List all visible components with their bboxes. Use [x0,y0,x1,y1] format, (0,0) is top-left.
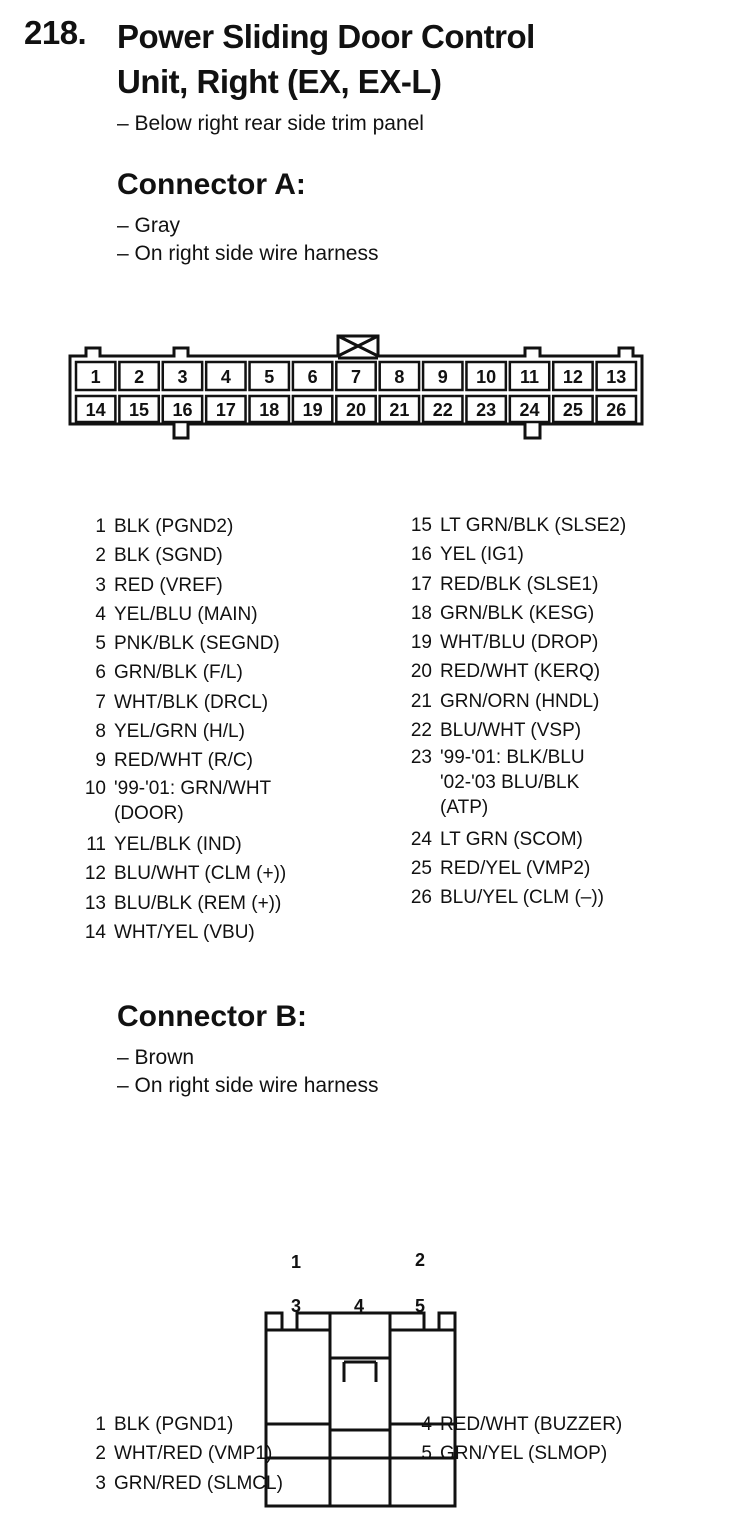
pin-number: 9 [95,750,106,772]
pin-number: 8 [95,721,106,743]
pin-wire-description: GRN/ORN (HNDL) [440,690,600,712]
pin-wire-description: '99-'01: GRN/WHT (DOOR) [114,777,272,824]
connector-b-harness-note: – On right side wire harness [117,1074,379,1097]
pin-wire-description: GRN/BLK (KESG) [440,602,595,624]
pin-wire-description: BLU/WHT (CLM (+)) [114,863,287,885]
connector-a-pin-number: 25 [562,400,583,420]
connector-a-harness-note: – On right side wire harness [117,242,379,265]
pin-number: 4 [421,1414,432,1435]
pin-number: 10 [84,777,106,799]
connector-a-pin-number: 15 [129,400,150,420]
connector-a-pin-number: 16 [172,400,193,420]
connector-a-pin-number: 8 [394,367,405,387]
connector-a-pin-number: 3 [177,367,188,387]
connector-a-pin-number: 12 [562,367,583,387]
pin-number: 18 [410,602,432,624]
pin-number: 5 [421,1443,432,1465]
pin-number: 22 [410,720,432,742]
pin-wire-description: RED/YEL (VMP2) [440,857,591,879]
pin-number: 7 [95,691,106,713]
connector-a-pin-number: 14 [85,400,106,420]
connector-b-key [344,1362,376,1382]
pin-list-item [80,1410,283,1439]
connector-a-pin-number: 1 [90,367,101,387]
pin-wire-description: LT GRN (SCOM) [440,828,583,850]
pin-number: 3 [95,1472,106,1494]
connector-b-pin-number: 2 [414,1250,426,1270]
connector-a-pin-number: 6 [307,367,318,387]
location-note: – Below right rear side trim panel [117,112,424,135]
connector-b-heading: Connector B: [117,1000,307,1033]
pin-wire-description: WHT/BLK (DRCL) [114,691,269,713]
connector-a-pin-number: 4 [220,367,231,387]
connector-b-pin-number: 4 [353,1296,365,1316]
pin-wire-description: YEL/BLU (MAIN) [114,603,258,625]
pin-list-item [406,1439,622,1468]
pin-number: 20 [410,661,432,683]
pin-number: 19 [410,632,432,654]
pin-number: 17 [410,573,432,595]
pin-wire-description: RED/WHT (BUZZER) [440,1414,623,1435]
pin-number: 15 [410,515,432,536]
connector-a-pin-number: 23 [476,400,497,420]
connector-a-color-note: – Gray [117,214,181,237]
pin-wire-description: BLK (PGND1) [114,1414,234,1435]
pin-wire-description: GRN/BLK (F/L) [114,662,243,684]
pin-list-item [80,1469,283,1498]
pin-number: 16 [410,544,432,566]
pin-wire-description: WHT/YEL (VBU) [114,921,255,943]
pin-number: 5 [95,633,106,655]
pin-wire-description: RED/WHT (KERQ) [440,661,601,683]
title-line-1: Power Sliding Door Control [117,18,535,55]
pin-number: 2 [95,1443,106,1465]
connector-a-pin-number: 22 [432,400,453,420]
pin-wire-description: BLU/YEL (CLM (–)) [440,887,604,909]
pin-number: 24 [410,828,432,850]
pin-number: 13 [84,892,106,914]
pin-wire-description: GRN/YEL (SLMOP) [440,1443,608,1465]
connector-a-pin-number: 11 [520,367,540,387]
pin-wire-description: RED (VREF) [114,574,223,596]
pin-list-item [406,1410,622,1439]
pin-wire-description: BLK (SGND) [114,545,223,567]
pin-number: 12 [84,863,106,885]
pin-number: 25 [410,857,432,879]
pin-number: 1 [95,516,106,537]
pin-number: 4 [95,603,106,625]
pin-number: 11 [86,833,106,855]
connector-a-pin-number: 5 [264,367,275,387]
connector-a-pin-number: 21 [389,400,410,420]
connector-a-pin-number: 26 [606,400,627,420]
connector-b-color-note: – Brown [117,1046,195,1069]
connector-a-pin-number: 10 [476,367,497,387]
pin-wire-description: BLU/BLK (REM (+)) [114,892,282,914]
connector-a-pin-number: 7 [350,367,362,387]
pin-wire-description: BLU/WHT (VSP) [440,720,582,742]
pin-number: 26 [410,887,432,909]
connector-a-pin-number: 13 [606,367,627,387]
connector-b-pin-number: 5 [414,1296,426,1316]
title-line-2: Unit, Right (EX, EX-L) [117,63,442,100]
connector-a-pin-number: 17 [215,400,236,420]
connector-a-pin-number: 20 [345,400,367,420]
connector-a-pin-number: 19 [302,400,323,420]
pin-wire-description: RED/WHT (R/C) [114,750,253,772]
pin-wire-description: WHT/RED (VMP1) [114,1443,273,1465]
pin-number: 21 [410,690,432,712]
pin-number: 1 [95,1414,106,1435]
pin-list-item [80,1439,283,1468]
pin-wire-description: PNK/BLK (SEGND) [114,633,280,655]
connector-a-pin-number: 18 [259,400,280,420]
connector-a-heading: Connector A: [117,168,306,201]
connector-b-pin-list-left [80,1410,283,1498]
connector-a-pin-number: 24 [519,400,540,420]
connector-b-pin-number: 1 [290,1252,302,1272]
pin-number: 14 [84,921,106,943]
connector-b-pin-list-right [406,1410,622,1469]
pin-number: 2 [95,545,106,567]
pin-number: 6 [95,662,106,684]
connector-b-pin-number: 3 [290,1296,302,1316]
connector-a-pin-number: 2 [134,367,145,387]
pin-wire-description: YEL/GRN (H/L) [114,721,245,743]
pin-number: 23 [410,747,432,769]
connector-a-pin-number: 9 [437,367,448,387]
pin-wire-description: YEL (IG1) [440,544,524,566]
pin-wire-description: GRN/RED (SLMCL) [114,1472,283,1494]
pin-wire-description: LT GRN/BLK (SLSE2) [440,515,627,536]
pin-wire-description: BLK (PGND2) [114,516,234,537]
entry-number: 218. [24,14,87,51]
pin-wire-description: '99-'01: BLK/BLU '02-'03 BLU/BLK (ATP) [440,747,585,819]
pin-wire-description: YEL/BLK (IND) [114,833,242,855]
pin-wire-description: RED/BLK (SLSE1) [440,573,599,595]
pin-wire-description: WHT/BLU (DROP) [440,632,599,654]
pin-number: 3 [95,574,106,596]
